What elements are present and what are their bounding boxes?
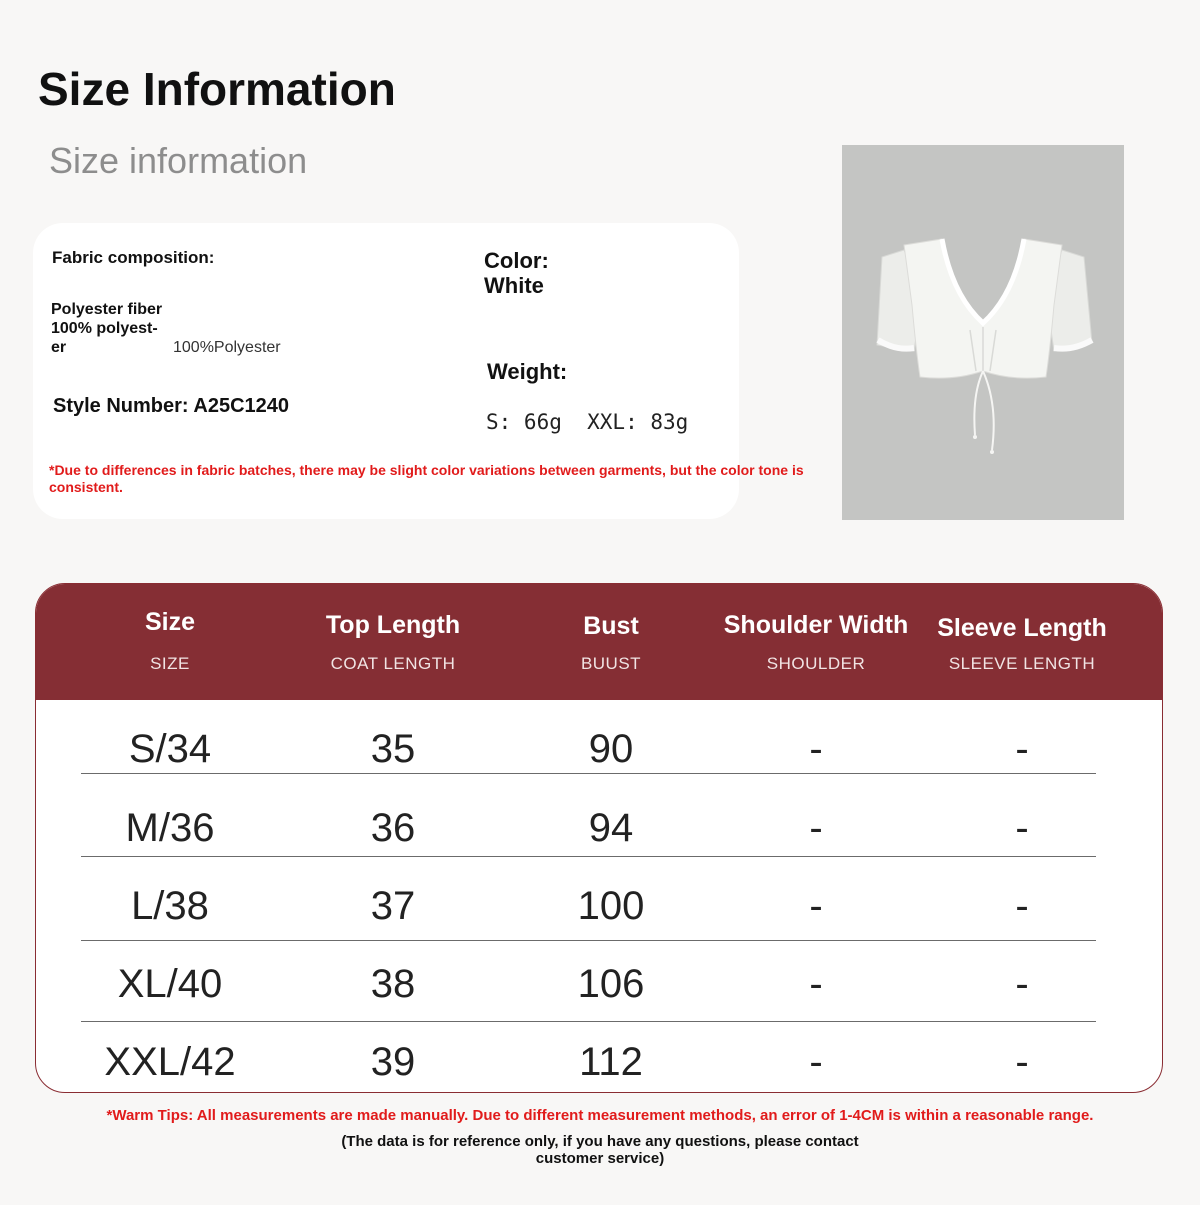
color-value: White <box>484 273 544 298</box>
table-row <box>36 944 1162 1020</box>
cell-bust: 94 <box>588 806 634 850</box>
fabric-composition-label: Fabric composition: <box>52 248 215 267</box>
cell-shoulder-width: - <box>809 806 823 850</box>
cell-size: XL/40 <box>117 962 223 1006</box>
column-title: Top Length <box>325 611 461 639</box>
column-subtitle: SIZE <box>150 654 190 673</box>
cell-bust: 106 <box>577 962 645 1006</box>
cell-size: S/34 <box>128 727 212 771</box>
page-title: Size Information <box>38 63 396 115</box>
reference-note: (The data is for reference only, if you have any questions, please contact customer service) <box>341 1133 859 1167</box>
column-subtitle: SHOULDER <box>766 654 866 673</box>
weight-value-text: S: 66g XXL: 83g <box>486 410 689 434</box>
cell-top-length: 36 <box>370 806 416 850</box>
table-row <box>36 788 1162 864</box>
cell-shoulder-width: - <box>809 727 823 771</box>
column-title: Sleeve Length <box>937 614 1107 642</box>
table-row <box>36 1022 1162 1093</box>
row-divider <box>81 940 1096 941</box>
cell-size: M/36 <box>125 806 215 850</box>
column-title: Shoulder Width <box>723 611 909 639</box>
column-subtitle: COAT LENGTH <box>330 654 456 673</box>
cell-top-length: 38 <box>370 962 416 1006</box>
cell-bust: 112 <box>579 1040 643 1084</box>
cell-bust: 90 <box>588 727 634 771</box>
row-divider <box>81 773 1096 774</box>
cell-size: L/38 <box>131 884 209 928</box>
column-subtitle: BUUST <box>580 654 642 673</box>
table-header <box>36 584 1162 700</box>
weight-value <box>486 410 688 434</box>
style-number: Style Number: A25C1240 <box>53 395 290 417</box>
cell-shoulder-width: - <box>809 884 823 928</box>
fabric-composition-value-en: 100%Polyester <box>173 339 281 356</box>
cell-sleeve-length: - <box>1015 884 1029 928</box>
cell-sleeve-length: - <box>1015 806 1029 850</box>
color-label: Color: <box>484 248 549 273</box>
cell-sleeve-length: - <box>1015 727 1029 771</box>
cell-top-length: 39 <box>370 1040 416 1084</box>
cell-top-length: 37 <box>370 884 416 928</box>
column-title: Size <box>144 608 196 636</box>
cell-sleeve-length: - <box>1015 962 1029 1006</box>
color-variation-note: *Due to differences in fabric batches, there may be slight color variations between garments, but the color tone is consistent. <box>49 462 804 495</box>
cell-bust: 100 <box>577 884 645 928</box>
cell-size: XXL/42 <box>104 1040 236 1084</box>
cell-sleeve-length: - <box>1015 1040 1029 1084</box>
size-table <box>35 583 1163 1093</box>
row-divider <box>81 856 1096 857</box>
weight-label: Weight: <box>487 359 568 384</box>
color-block <box>484 248 549 298</box>
table-row <box>36 866 1162 942</box>
column-subtitle: SLEEVE LENGTH <box>948 654 1096 673</box>
fabric-composition-value: Polyester fiber 100% polyest-er <box>51 301 163 356</box>
white-lace-crop-top-photo <box>842 145 1124 520</box>
page-subtitle: Size information <box>49 140 308 181</box>
cell-top-length: 35 <box>370 727 416 771</box>
column-title: Bust <box>583 612 639 640</box>
product-photo <box>842 145 1124 520</box>
warm-tip: *Warm Tips: All measurements are made manually. Due to different measurement methods, an error of 1-4CM is within a reasonable range. <box>106 1107 1094 1124</box>
cell-shoulder-width: - <box>809 962 823 1006</box>
cell-shoulder-width: - <box>809 1040 823 1084</box>
